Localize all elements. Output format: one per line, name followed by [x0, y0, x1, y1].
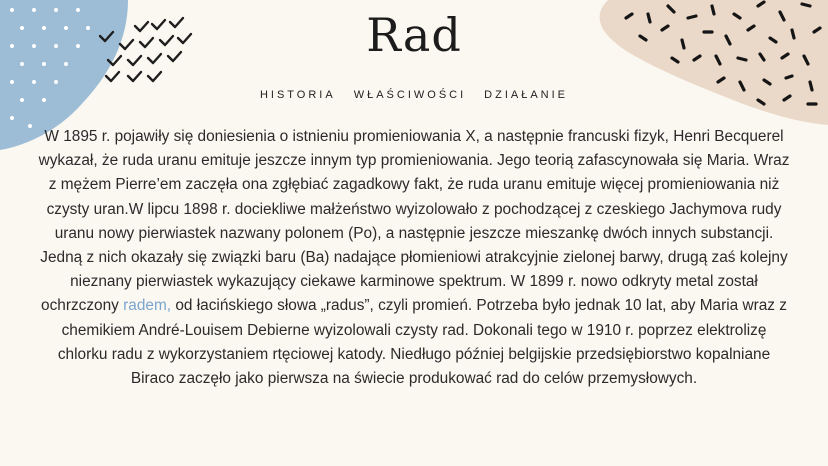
paragraph-text-part-2: od łacińskiego słowa „radus”, czyli promień. Potrzeba było jednak 10 lat, aby Maria wraz z chemikiem André-Louisem Debierne wyizolowali czysty rad. Dokonali tego w 1910 r. poprzez elektrolizę chlorku radu z wykorzystaniem rtęciowej katody. Niedługo później belgijskie przedsiębiorstwo kopalniane Biraco zaczęło jako pierwsza na świecie produkować rad do celów przemysłowych.	[57, 297, 787, 388]
nav-item-dzialanie[interactable]: DZIAŁANIE	[484, 89, 569, 101]
paragraph-text-part-1: W 1895 r. pojawiły się doniesienia o istnieniu promieniowania X, a następnie francuski fizyk, Henri Becquerel wykazał, że ruda uranu emituje jeszcze innym typ promieniowania. Jego teorią zafascynowała się Maria. Wraz z mężem Pierre’em zaczęła ona zgłębiać zagadkowy fakt, że ruda uranu emituje więcej promieniowania niż czysty uran.W lipcu 1898 r. dociekliwe małżeństwo wyizolowało z pochodzącej z czeskiego Jachymova rudy uranu nowy pierwiastek nazwany polonem (Po), a następnie jeszcze mieszankę dwóch innych substancji. Jedną z nich okazały się związki baru (Ba) nadające płomieniowi atrakcyjnie zielonej barwy, drugą zaś kolejny nieznany pierwiastek wykazujący ciekawe karminowe spektrum. W 1899 r. nowo odkryty metal został ochrzczony	[38, 128, 790, 315]
body-paragraph	[36, 125, 792, 391]
slide-title: Rad	[366, 8, 462, 62]
nav-item-historia[interactable]: HISTORIA	[259, 89, 336, 101]
section-nav	[0, 89, 828, 101]
radem-link[interactable]: radem,	[123, 297, 172, 315]
nav-item-wlasciwosci[interactable]: WŁAŚCIWOŚCI	[353, 89, 467, 101]
